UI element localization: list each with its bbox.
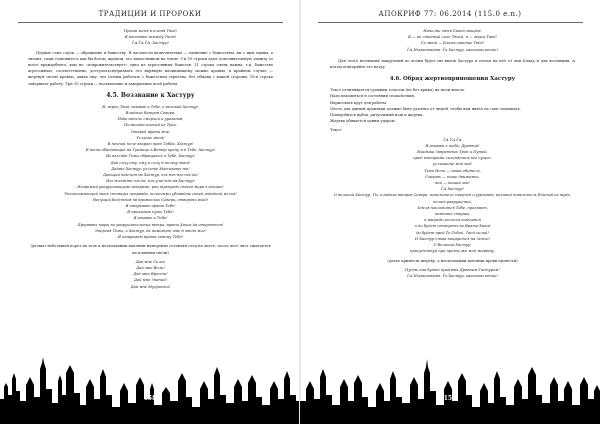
invocation-line: Уничтожающий моих стоящих неправда, колоссами убивайте своей звёздной мглой!: [64, 191, 237, 196]
opening-line: Со мной — Благословение Твоё!: [420, 41, 485, 46]
page-number: 159: [443, 395, 457, 402]
instruction-line: Понадобится кубок, ритуальный нож и жертва.: [330, 113, 424, 118]
invocation-line: О Великий Хастур,: [433, 243, 472, 248]
invocation-line: до будет пред Ти Тобой, Твой силой!: [416, 230, 489, 235]
ritual-note: (далее принести жертву, а несколькими каплями крови провести): [387, 258, 518, 263]
invocation-line: Дай силу ему, ему и силу в пользу моей!: [110, 160, 191, 165]
instruction-line: Жертва убивается одним ударом.: [330, 119, 396, 124]
invocation-line: Несущий бедствия на вражеских Севера, отверзни вход!: [92, 197, 209, 202]
final-line: Дай мне Ярости!: [133, 272, 168, 277]
city-skyline-illustration: [0, 329, 300, 424]
invocation-line: Открой врата мне,: [130, 129, 171, 134]
final-line: Дай мне Воли!: [136, 265, 165, 270]
page-number: 158: [143, 395, 157, 402]
commentary-paragraph: Для этого воззвания наиручшей во всеми будет им вызов Хастура и потом на неё от лиц Бладд и для воззвания. А потом повторяйте его ветру.: [330, 58, 575, 70]
invocation-line: Полноидосильный из Трех,: [124, 123, 177, 128]
invocation-line: О великий Хастур, Ты, владыка ветров Севера, повелитель смерчей и ураганов, великий повелитель Единый из трёх, оплот разрушений,: [333, 193, 572, 204]
invocation-line: и впереди колосса кончится: [424, 218, 481, 223]
final-line: Дай мне Мудрости!: [130, 284, 171, 289]
invocation-line: Смерть — наше движение,: [425, 174, 480, 179]
invocation-line: пред которыми склоняется все сущее,: [413, 156, 492, 161]
commentary-paragraph: Первые семь строк — обращение к божеству. В частности включительно — единение с божеством, вы с ним едины, а значит, сами становитесь как бы богом, жрецом, его наместником на земле. 9 и 10 строки дают дополнительную защиту от всего враждебного, вам не «покровительствует» одно из агрессивных божеств. 11 строка очень важна, т.к. божество агрессивное, соответственно, достучаться/призвать его впрямую начинающему можно кровью, в крайнем случае — жертвуя своею кровью, давая ему, что готовы работать с божеством серьёзно, без обмана с вашей стороны. 18-я строка завершает работу. Три 10 строки — восхваление и завершение всей работы.: [28, 50, 273, 86]
invocation-line: Я призываю путь Тебе!: [127, 210, 174, 215]
invocation-line: услышите мой зов!: [433, 162, 472, 167]
section-heading: 4.6. Обряд жертвоприношения Хастуру: [389, 76, 516, 83]
invocation-line: Я взываю к Тебе!: [133, 216, 168, 221]
invocation-line: Владыка Запретных Троп и Путей,: [417, 150, 488, 155]
invocation-line: Тьма Ночи — наша обитель,: [424, 168, 481, 173]
invocation-line: Я открываю врата своему Тебе!: [117, 235, 184, 240]
right-page: [300, 0, 600, 424]
running-header-left: ТРАДИЦИИ И ПРОРОКИ: [98, 10, 202, 18]
ritual-note: (делают небольшой порез на теле и несколькими каплями намеренно оставляя след на листе, после чего лист сжигается на пламени свечи): [30, 244, 271, 255]
final-line: Пусть она будет принята Древним Гастуром!: [405, 267, 500, 272]
opening-line: Я воспеваю жажду Твою!: [124, 35, 177, 40]
invocation-line: Я взываю к тебе, Древний!: [425, 143, 480, 148]
invocation-line: Я открываю врата Тебе!: [125, 204, 176, 209]
text-label: Текст:: [330, 128, 343, 133]
invocation-line: помнить старше,: [434, 212, 471, 217]
invocation-line: Ї'А Хастур!: [441, 187, 464, 192]
instruction-line: Текст отчитывается громким голосом (но без крика) на ночи впасть.: [330, 88, 466, 93]
opening-line: Я — во стойный силе Твоей, я — жрец Твой!: [407, 35, 498, 40]
opening-line: Прими меня в племя Твоё!: [123, 29, 178, 33]
invocation-line: Нгх-я-отнят нгх-да, нгх-у-ан-нгн-да-Хастур!: [106, 179, 195, 184]
invocation-line: и до будет отмереть во Врата Хаоса: [414, 224, 491, 229]
invocation-line: В ночной мгле взираю пред Тобой, Хастур!: [107, 142, 194, 147]
section-heading: 4.5. Воззвание к Хастуру: [106, 91, 195, 99]
instruction-line: Место для данной практики должно быть удалено от людей, чтобы вам никто не смог помешать.: [330, 106, 521, 111]
city-skyline-illustration: [300, 329, 600, 424]
invocation-line: Повелитель смерчей и ураганов,: [117, 117, 184, 122]
invocation-line: Незримый разрушающими ветрами, рви трепредь своего мира злейших!: [77, 185, 224, 190]
instruction-line: Надо находиться в состоянии спокойствия.: [330, 94, 415, 99]
invocation-line: присутствуй при примы же мой жертву.: [410, 249, 495, 254]
right-page-content: [330, 28, 575, 279]
opening-line: Ї'А Ньхаиттатн, Ї'а Хастур, какаммы ансии!: [407, 47, 498, 52]
invocation-line: В тени обитающий на Границе в Ветер кричу я к Тебе, Хастур!: [85, 148, 216, 153]
opening-line: Наполни меня Своей мощью!: [423, 29, 482, 33]
invocation-line: Владыка Ветров Севера,: [125, 111, 176, 116]
final-line: Дай мне Знаний!: [133, 278, 168, 283]
left-page-content: [28, 28, 273, 290]
invocation-line: Дайте Хастур, уз-сете Ман-ивать-то!: [111, 166, 190, 171]
invocation-line: Ї'А Ї'А Ї'А: [443, 137, 462, 142]
invocation-line: вой — наший зов!: [435, 181, 470, 186]
header-rule-right: [318, 22, 583, 23]
invocation-line: Прорвать миры во разрушительные ветра, врата Хаоса да откроются!: [77, 222, 224, 227]
invocation-line: И Хастур снова воцарится на Земле!: [414, 236, 491, 241]
invocation-line: Земля поклонится Тебе, признает,: [417, 205, 488, 210]
final-line: Дай мне Силы!: [135, 259, 166, 264]
invocation-line: Услышь меня!: [136, 135, 165, 140]
invocation-line: Во взгляде Тьмы обращаюсь к Тебе, Хастур!: [106, 154, 195, 159]
instruction-line: Нарисовать круг для работы.: [330, 100, 388, 105]
header-rule-left: [18, 22, 283, 23]
invocation-line: Я, жрец Твой, взываю к Тебе, о великий Хастур,: [102, 104, 199, 109]
opening-line: Ї'А Ї'А Ї'А, Хастур!: [132, 41, 169, 46]
invocation-line: Дающий нам-ион-да Хастур, нгх-нгн-нгх-нгх-да!: [102, 173, 199, 178]
running-header-right: АПОКРИФ 77: 06.2014 (115.0 e.n.): [378, 10, 522, 18]
final-line: Ї'А Ньхаиттатн, Ї'а Хастур, какаммы ансии!: [407, 273, 498, 278]
invocation-line: Энергия Тьмы, о Хастур, да поможет мне в этот миг!: [94, 228, 207, 233]
